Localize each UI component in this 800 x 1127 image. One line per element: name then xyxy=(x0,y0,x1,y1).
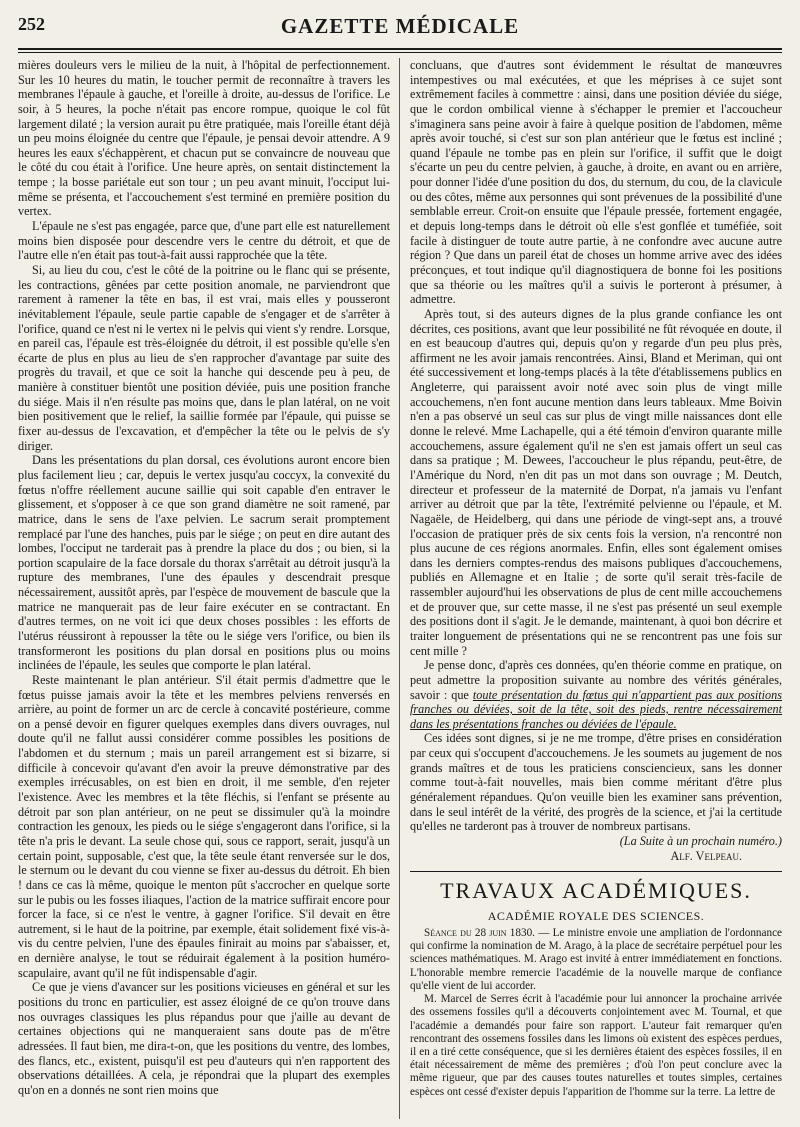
section-title: TRAVAUX ACADÉMIQUES. xyxy=(440,878,752,904)
page-number: 252 xyxy=(18,14,45,34)
section-rule xyxy=(410,871,782,872)
paragraph: Reste maintenant le plan antérieur. S'il était permis d'admettre que le fœtus puisse jamais avoir la tête et les membres pelviens renversés en arrière, au point de former un arc de cercle à concavité postérieure, comme on a pensé devoir en figurer quelques exemples dans divers ouvrages, nul doute qu'il ne fallut aussi considérer comme possibles les positions de l'abdomen et du sternum ; mais un pareil arrangement est si bizarre, si difficile à concevoir qu'avant d'en avoir la preuve démonstrative par des exemples irrécusables, on est bien en droit, il me semble, d'en rejeter l'existence. Avec les membres et la tête fléchis, si l'enfant se présente au détroit par son plan antérieur, on ne peut se dissimuler qu'à la moindre contraction les genoux, les pieds ou le siége s'engageront dans l'orifice, si la tête n'a pris le devant. La seule chose qui, sous ce rapport, serait, jusqu'à un certain point, supposable, c'est que, la tête seule étant renversée sur le dos, le sternum ou le devant du cou vienne se fixer au-dessus du détroit. Eh bien ! dans ce cas là même, quoique le menton pût s'accrocher en quelque sorte sur le pubis ou les fosses iliaques, l'action de la matrice suffirait encore pour forcer la face, si ce n'est le ventre, à gagner l'orifice. S'il devait en être autrement, si le haut de la poitrine, par exemple, était solidement fixé vis-à-vis du centre pelvien, l'une des épaules finirait au moins par s'abaisser, et, en dernière analyse, le tout se réduirait également à la position huméro-scapulaire, avant qu'il ne fût indispensable d'agir. xyxy=(18,672,390,980)
journal-title: GAZETTE MÉDICALE xyxy=(280,14,520,38)
paragraph: concluans, que d'autres sont évidemment le résultat de manœuvres intempestives ou mal exécutées, et que les méprises à ce sujet sont extrêmement faciles à commettre : ainsi, dans une position déviée du siége, que le cordon ombilical vienne à s'échapper le premier et l'accoucheur s'imaginera sans peine avoir à faire à quelque position de l'abdomen, même après avoir touché, si c'est sur son plan antérieur que le fœtus est incliné ; quand l'épaule ne tombe pas en plein sur l'orifice, il suffit que le doigt s'écarte un peu du centre pelvien, à gauche, à droite, en avant ou en arrière, pour donner l'idée d'une position du dos, du sternum, du cou, de la clavicule ou des côtes, même aux personnes qui sont prévenues de la possibilité d'une semblable erreur. Croit-on ensuite que l'épaule pressée, fortement engagée, et depuis long-temps dans le détroit où elle s'est gonflée et tuméfiée, soit facile à distinguer de toute autre partie, à ne confondre avec aucune autre région ? Que dans un pareil état de choses un homme arrive avec des idées préconçues, et tout indique qu'il diagnostiquera de bonne foi les positions que sa théorie ou les maîtres qu'il a suivis le porteront à présumer, à admettre. xyxy=(410,58,782,307)
paragraph: Dans les présentations du plan dorsal, ces évolutions auront encore bien plus facilement lieu ; car, depuis le vertex jusqu'au coccyx, la convexité du fœtus n'offre réellement aucune saillie qui soit capable d'en entraver le glissement, et s'opposer à ce que son grand diamètre ne soit ramené, par matrice, dans le sens de l'axe pelvien. Le sacrum serait promptement remplacé par l'une des hanches, puis par le siége ; on peut en dire autant des lombes, l'occiput ne tarderait pas à prendre la place du dos ; ou bien, si la portion scapulaire de la face dorsale du thorax s'arrêtait au détroit jusqu'à la rupture des membranes, l'une des épaules y descendrait presque nécessairement, aussitôt après, par l'espèce de mouvement de bascule que la matrice ne manquerait pas de leur faire exécuter en se contractant. En d'autres termes, on ne voit ici que deux choses possibles : les efforts de l'utérus réussiront à repousser la tête ou le siége vers l'orifice, ou bien ils transformeront les positions du plan dorsal en positions plus ou moins inclinées de l'épaule, les seules que comporte le plan latéral. xyxy=(18,453,390,673)
paragraph xyxy=(410,658,782,731)
author-signature: Alf. Velpeau. xyxy=(670,848,742,863)
continuation-note: (La Suite à un prochain numéro.) xyxy=(619,833,782,848)
paragraph: L'épaule ne s'est pas engagée, parce que, d'une part elle est naturellement moins bien disposée pour descendre vers le centre du détroit, et que de l'autre elle n'en était pas tout-à-fait aussi rapprochée que la tête. xyxy=(18,219,390,263)
session-date: Séance du 28 juin 1830. xyxy=(424,927,535,940)
section-subtitle: ACADÉMIE ROYALE DES SCIENCES. xyxy=(487,908,705,923)
paragraph: Après tout, si des auteurs dignes de la plus grande confiance les ont décrites, ces positions, avant que leur possibilité ne fût révoquée en doute, il en est beaucoup d'autres qui, depuis qu'on y regarde d'un peu plus près, affirment ne les avoir jamais rencontrées. Ainsi, Bland et Meriman, qui ont été successivement et long-temps placés à la tête d'établissemens publics en Angleterre, qui paraissent avoir noté avec soin plus de vingt mille accouchemens, n'en font aucune mention dans leurs tableaux. Mme Boivin n'en a pas observé un seul cas sur plus de vingt mille naissances dont elle donne le relevé. Mme Lachapelle, qui a été témoin d'environ quarante mille accouchemens, assure également qu'il ne s'en est jamais offert un seul cas dans sa pratique ; M. Dewees, l'accoucheur le plus répandu, peut-être, de l'Amérique du Nord, n'en dit pas un mot dans son ouvrage ; M. Deutch, directeur et professeur de la maternité de Dorpat, n'a jamais vu l'enfant arriver au détroit que par la tête, l'extrémité pelvienne ou l'épaule, et M. Nagaële, de Heidelberg, qui dans une période de vingt-sept ans, a trouvé l'occasion de pratiquer près de six cents fois la version, n'a rencontré non plus aucune de ces régions anormales. Enfin, elles sont également omises dans les derniers comptes-rendus des maisons publiques d'accouchemens, publiés en Allemagne et en Italie ; de sorte qu'il serait très-facile de rassembler aujourd'hui les observations de plus de cent mille accouchemens et de prouver que, sur cette masse, il ne s'est pas présenté un seul exemple des positions dont il s'agit. Je le demande, maintenant, à quoi bon décrire et traiter longuement de présentations qui ne se rencontrent pas une fois sur cent mille ? xyxy=(410,306,782,658)
paragraph: M. Marcel de Serres écrit à l'académie pour lui annoncer la prochaine arrivée des ossemens fossiles qu'il a découverts conjointement avec M. Tournal, et que l'académie a demandés pour faire son rapport. L'auteur fait remarquer qu'en rencontrant des ossemens fossiles dans les limons où existent des espèces perdues, il en a tiré cette conséquence, que si les dernières étaient des espèces fossiles, il en était nécessairement de même des premières ; d'où l'on peut conclure avec la même rigueur, que par des causes toutes naturelles et toutes simples, certaines espèces ont cessé d'exister depuis l'apparition de l'homme sur la terre. La lettre de xyxy=(410,993,782,1098)
column-divider xyxy=(399,58,400,1119)
left-column xyxy=(18,58,390,1121)
header-rule xyxy=(18,48,782,53)
paragraph xyxy=(410,927,782,993)
proposition-italic: toute présentation du fœtus qui n'appartient pas aux positions franches ou déviées, soit de la tête, soit des pieds, rentre nécessairement dans les présentations franches ou déviées de l'épaule. xyxy=(410,687,782,731)
masthead xyxy=(18,14,782,44)
proposition-lead: Je pense donc, d'après ces données, qu'en théorie comme en pratique, on peut admettre la proposition suivante au nombre des vérités générales, savoir : que xyxy=(410,658,782,702)
paragraph: Ce que je viens d'avancer sur les positions vicieuses en général et sur les positions du tronc en particulier, est assez éloigné de ce qu'on trouve dans nos ouvrages classiques les plus répandus pour que j'aille au devant de certaines objections qui ne manqueraient sans doute pas de m'être adressées. Il faut bien, me dira-t-on, que les positions du ventre, des lombes, des flancs, etc., existent, puisqu'il est peu d'auteurs qui n'en rapportent des observations détaillées. A cela, je répondrai que la plupart des exemples qu'on en a donnés ne sont rien moins que xyxy=(18,980,390,1097)
session-text: — Le ministre envoie une ampliation de l'ordonnance qui confirme la nomination de M. Arago, à la place de secrétaire perpétuel pour les sciences mathématiques. M. Arago est invité à entrer immédiatement en fonctions. L'honorable membre remercie l'académie de la nouvelle marque de confiance qu'elle vient de lui accorder. xyxy=(410,927,783,992)
paragraph: mières douleurs vers le milieu de la nuit, à l'hôpital de perfectionnement. Sur les 10 heures du matin, le toucher permit de reconnaître à travers les membranes l'épaule à gauche, et l'oreille à droite, au-dessus de l'orifice. Le soir, à 5 heures, la poche n'était pas encore rompue, quoique le col fût largement dilaté ; la version aurait pu être pratiquée, mais l'oreille étant déjà un peu moins éloignée du centre que l'épaule, je pensai devoir attendre. A 9 heures les eaux s'échappèrent, et chacun put se convaincre de nouveau que le côté du cou était à l'orifice. Une heure après, on sentait distinctement la tempe ; la bosse pariétale eut son tour ; un peu avant minuit, l'occiput lui-même se présenta, et l'accouchement s'est terminé en première position du vertex. xyxy=(18,58,390,219)
paragraph: Ces idées sont dignes, si je ne me trompe, d'être prises en considération par ceux qui s'occupent d'accouchemens. Je les soumets au jugement de nos grands maîtres et de tous les praticiens consciencieux, sans les donner comme tout-à-fait nouvelles, mais bien comme méritant d'être plus généralement répandues. Qu'on veuille bien les examiner sans prévention, dans le seul intérêt de la vérité, des progrès de la science, et j'ai la certitude qu'elles ne tarderont pas à trouver de nombreux partisans. xyxy=(410,731,782,834)
right-column xyxy=(410,58,782,1099)
paragraph: Si, au lieu du cou, c'est le côté de la poitrine ou le flanc qui se présente, les contractions, gênées par cette position anomale, ne parviendront que rarement à ramener la tête en bas, il est vrai, mais elles y pousseront inévitablement l'épaule, seule partie capable de s'engager et de s'arrêter à l'orifice, quand ce n'est ni le vertex ni le pelvis qui vient s'y rendre. Lorsque, en pareil cas, l'épaule est très-éloignée du détroit, il est possible qu'elle s'en écarte de plus en plus au lieu de s'en rapprocher d'avantage par suite des progrès du travail, et que ce soit la hanche qui descende peu à peu, de manière à constituer bientôt une position déviée, puis une position franche du siége. Mais il n'en résulte pas moins que, dans le plan latéral, on ne voit bien positivement que le relief, la saillie formée par l'épaule, qui puisse se fixer au-dessus de l'excavation, et d'empêcher la tête ou le pelvis de s'y diriger. xyxy=(18,262,390,453)
